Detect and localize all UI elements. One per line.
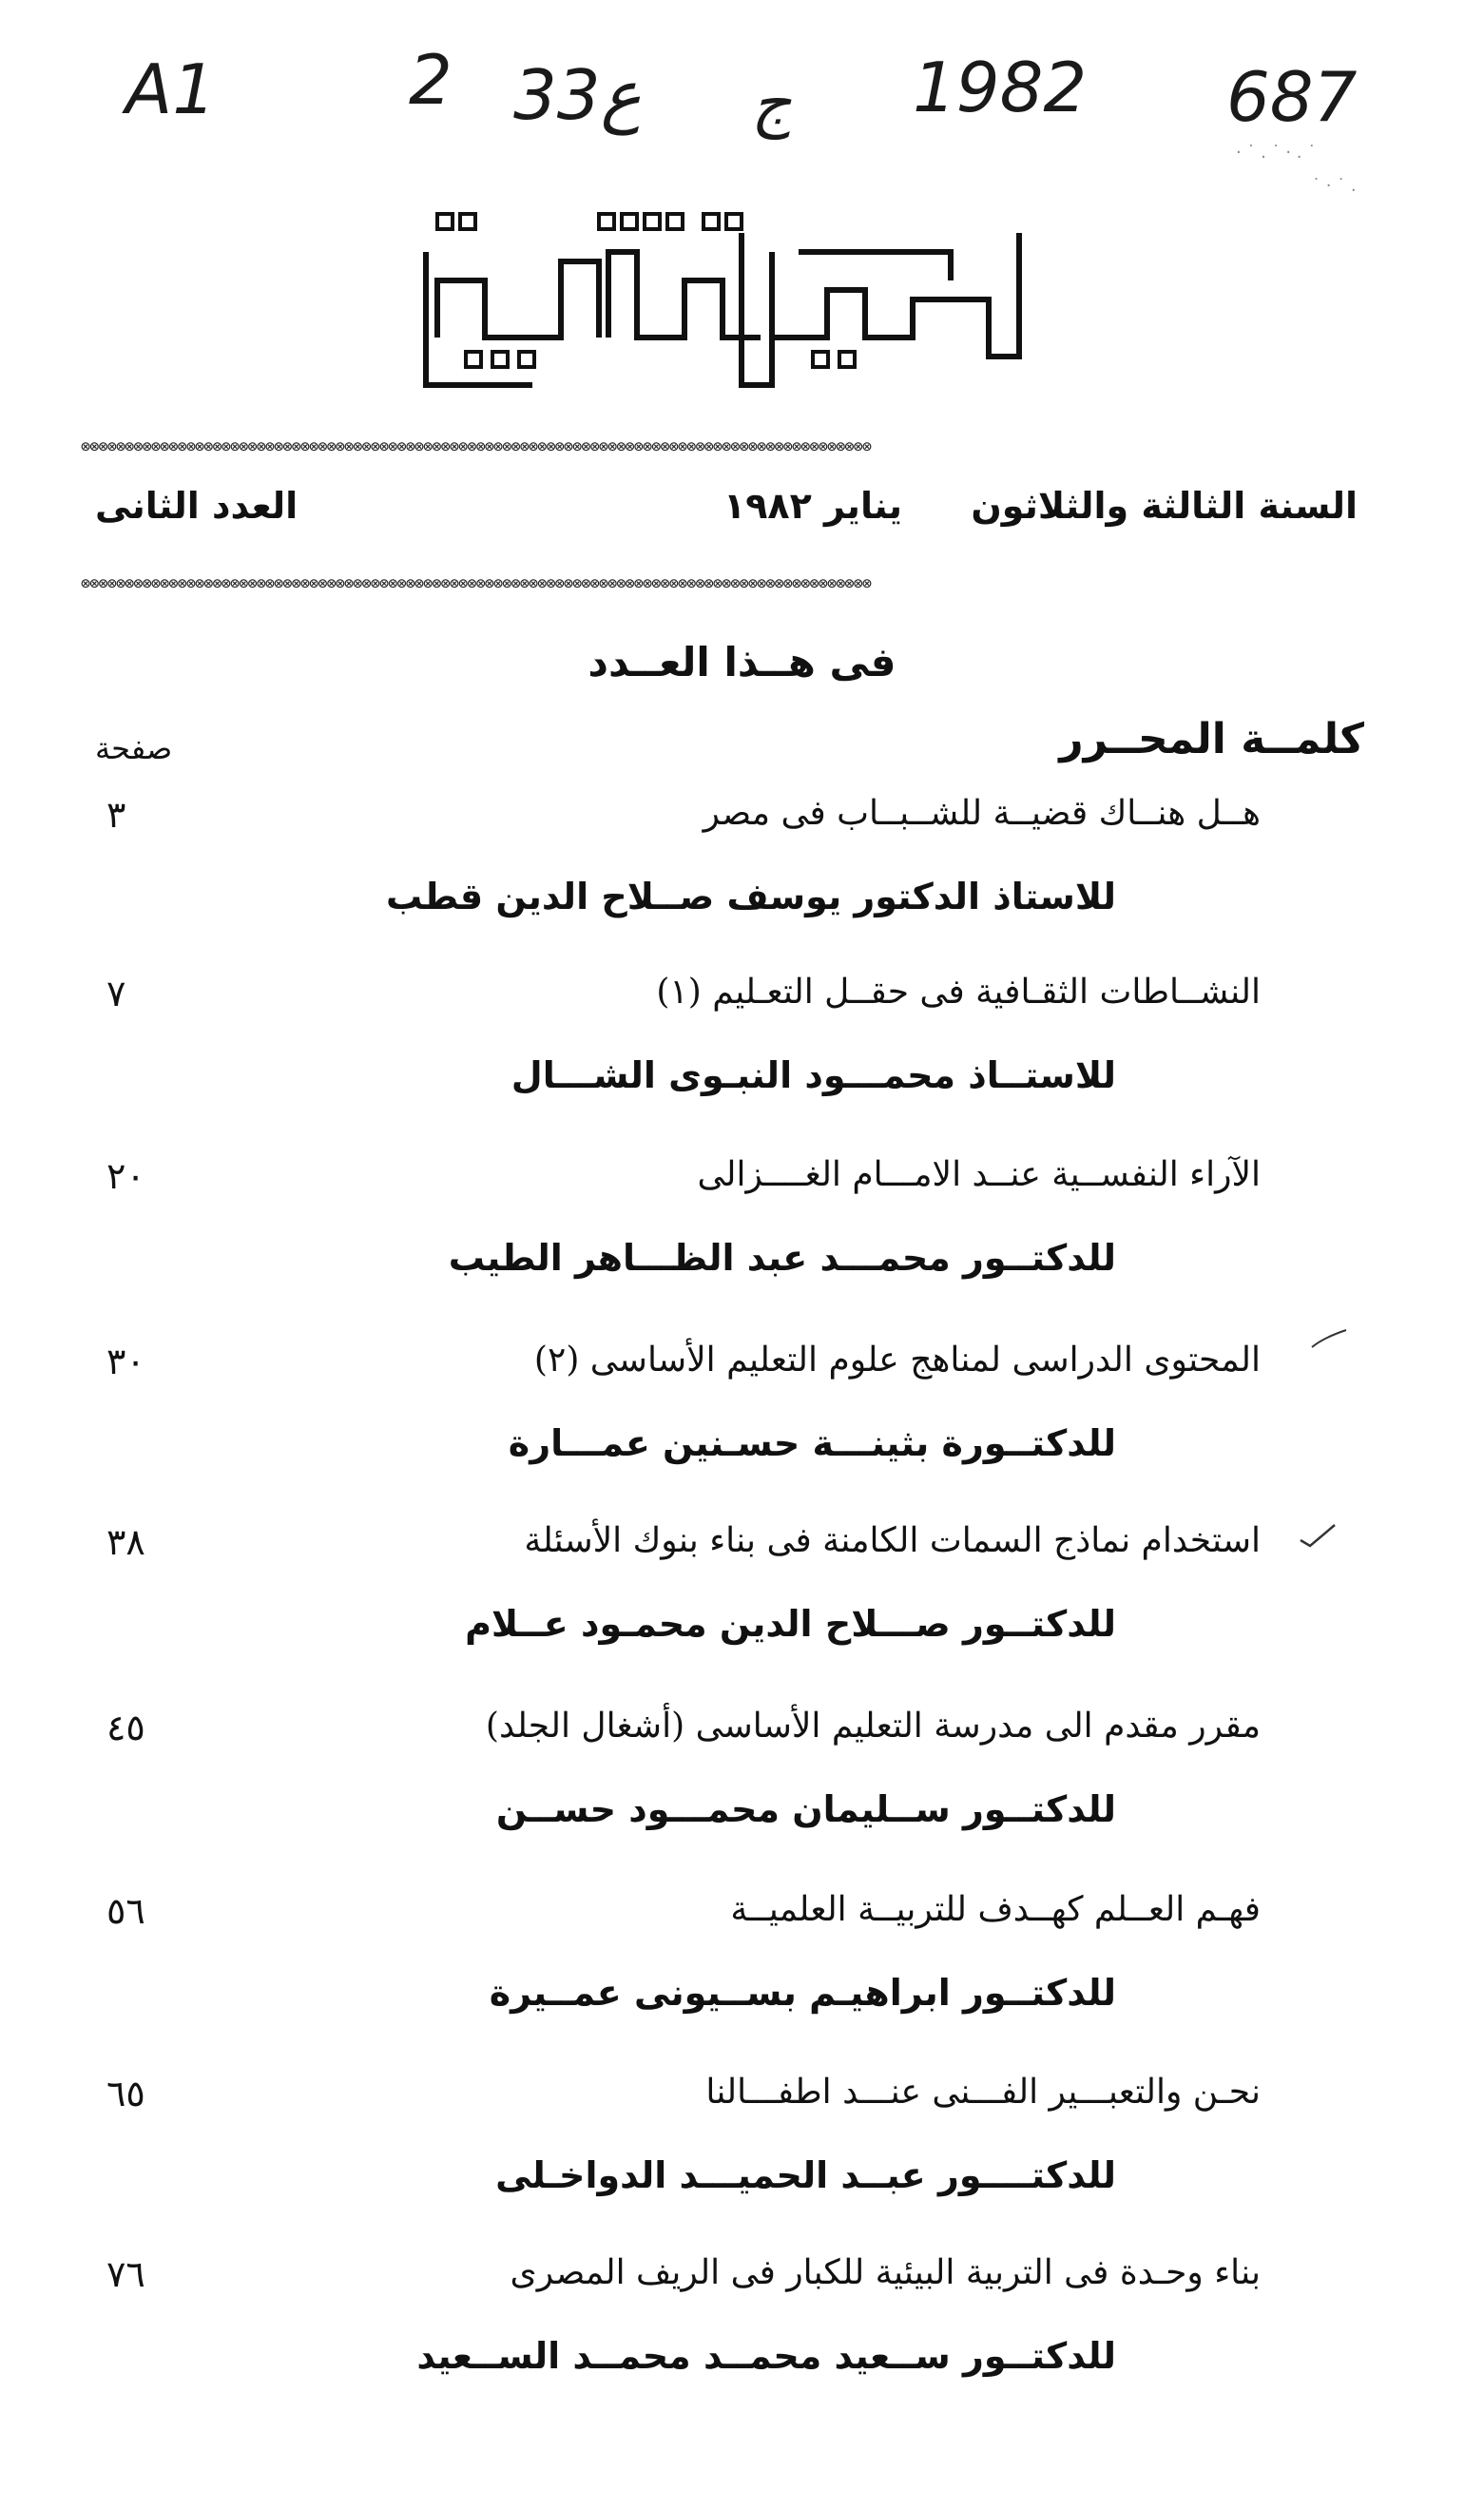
editor-word-heading: كلمــة المحــرر bbox=[1059, 715, 1364, 763]
article-title: نحـن والتعبـــير الفـــنى عنـــد اطفـــالنا bbox=[705, 2073, 1261, 2112]
toc-entry bbox=[0, 1155, 1484, 1336]
handwritten-year: 1982 bbox=[913, 48, 1088, 127]
handwritten-code: A1 bbox=[125, 49, 217, 129]
article-page: ٣ bbox=[106, 794, 126, 836]
article-title: النشــاطات الثقـافية فى حقــل التعـليم (١) bbox=[656, 973, 1261, 1012]
article-page: ٦٥ bbox=[106, 2073, 145, 2114]
masthead-logo bbox=[418, 195, 1027, 395]
article-title: هــل هنــاك قضيــة للشــبــاب فى مصر bbox=[703, 794, 1261, 833]
stamp-speckle: · ˙ . ˙ · . ˙ bbox=[1236, 143, 1317, 163]
toc-entry bbox=[0, 1707, 1484, 1887]
article-author: للدكتــور صـــلاح الدين محمـود عــلام bbox=[465, 1603, 1116, 1645]
toc-entry bbox=[0, 2073, 1484, 2253]
article-title: مقرر مقدم الى مدرسة التعليم الأساسى (أشغال الجلد) bbox=[485, 1707, 1261, 1746]
stamp-speckle: ˙ · ˙ . bbox=[1312, 176, 1357, 196]
issue-number: العدد الثانى bbox=[95, 485, 299, 527]
issue-date: يناير ١٩٨٢ bbox=[723, 485, 902, 527]
toc-entry bbox=[0, 1890, 1484, 2071]
article-title: فهـم العــلم كهــدف للتربيــة العلميــة bbox=[730, 1890, 1261, 1929]
article-page: ٧٦ bbox=[106, 2253, 145, 2295]
article-author: للدكتــورة بثينـــة حسـنين عمـــارة bbox=[508, 1422, 1116, 1464]
article-page: ٥٦ bbox=[106, 1890, 145, 1932]
article-title: استخدام نماذج السمات الكامنة فى بناء بنوك الأسئلة bbox=[524, 1521, 1261, 1560]
article-author: للاستاذ الدكتور يوسف صــلاح الدين قطب bbox=[386, 876, 1116, 917]
check-mark-icon bbox=[1310, 1326, 1348, 1355]
toc-entry bbox=[0, 1521, 1484, 1702]
article-author: للدكتــور ســعيد محمــد محمــد الســعيد bbox=[416, 2335, 1116, 2377]
year-label: السنة الثالثة والثلاثون bbox=[971, 485, 1358, 527]
article-page: ٣٠ bbox=[106, 1341, 145, 1382]
page-column-label: صفحة bbox=[95, 730, 173, 766]
decorative-rule-bottom: ⊗⊗⊗⊗⊗⊗⊗⊗⊗⊗⊗⊗⊗⊗⊗⊗⊗⊗⊗⊗⊗⊗⊗⊗⊗⊗⊗⊗⊗⊗⊗⊗⊗⊗⊗⊗⊗⊗⊗⊗⊗⊗⊗⊗⊗⊗⊗⊗⊗⊗⊗⊗⊗⊗⊗⊗⊗⊗⊗⊗⊗⊗⊗⊗⊗⊗⊗⊗⊗⊗⊗⊗⊗⊗⊗⊗⊗⊗⊗⊗⊗⊗⊗⊗⊗⊗⊗⊗⊗⊗ bbox=[81, 576, 872, 591]
article-page: ٣٨ bbox=[106, 1521, 145, 1563]
article-page: ٤٥ bbox=[106, 1707, 145, 1748]
article-page: ٧ bbox=[106, 973, 126, 1014]
decorative-rule-top: ⊗⊗⊗⊗⊗⊗⊗⊗⊗⊗⊗⊗⊗⊗⊗⊗⊗⊗⊗⊗⊗⊗⊗⊗⊗⊗⊗⊗⊗⊗⊗⊗⊗⊗⊗⊗⊗⊗⊗⊗⊗⊗⊗⊗⊗⊗⊗⊗⊗⊗⊗⊗⊗⊗⊗⊗⊗⊗⊗⊗⊗⊗⊗⊗⊗⊗⊗⊗⊗⊗⊗⊗⊗⊗⊗⊗⊗⊗⊗⊗⊗⊗⊗⊗⊗⊗⊗⊗⊗⊗ bbox=[81, 439, 872, 454]
article-author: للاستــاذ محمـــود النبـوى الشـــال bbox=[511, 1054, 1116, 1096]
article-title: الآراء النفســية عنــد الامـــام الغــــزالى bbox=[697, 1155, 1261, 1194]
handwritten-volume: 2 bbox=[409, 40, 453, 120]
article-author: للدكتــور ســليمان محمـــود حســن bbox=[495, 1788, 1116, 1830]
article-title: بناء وحـدة فى التربية البيئية للكبار فى الريف المصرى bbox=[510, 2253, 1261, 2292]
handwritten-issue-mark: ع33 bbox=[513, 55, 642, 135]
article-page: ٢٠ bbox=[106, 1155, 145, 1197]
article-author: للدكتــــور عبــد الحميـــد الدواخـلى bbox=[495, 2154, 1116, 2196]
logo-graphic bbox=[418, 195, 1027, 395]
toc-entry bbox=[0, 2253, 1484, 2434]
toc-entry bbox=[0, 794, 1484, 975]
article-title: المحتوى الدراسى لمناهج علوم التعليم الأساسى (٢) bbox=[533, 1341, 1261, 1380]
check-mark-icon bbox=[1299, 1521, 1337, 1550]
article-author: للدكتــور ابراهيـم بســيونى عمــيرة bbox=[489, 1972, 1116, 2014]
toc-entry bbox=[0, 1341, 1484, 1521]
handwritten-year-mark: ج bbox=[751, 67, 792, 140]
handwritten-catalog-number: 687 bbox=[1226, 57, 1358, 137]
toc-entry bbox=[0, 973, 1484, 1153]
toc-title: فى هــذا العــدد bbox=[588, 639, 896, 685]
article-author: للدكتــور محمـــد عبد الظـــاهر الطيب bbox=[448, 1237, 1116, 1279]
